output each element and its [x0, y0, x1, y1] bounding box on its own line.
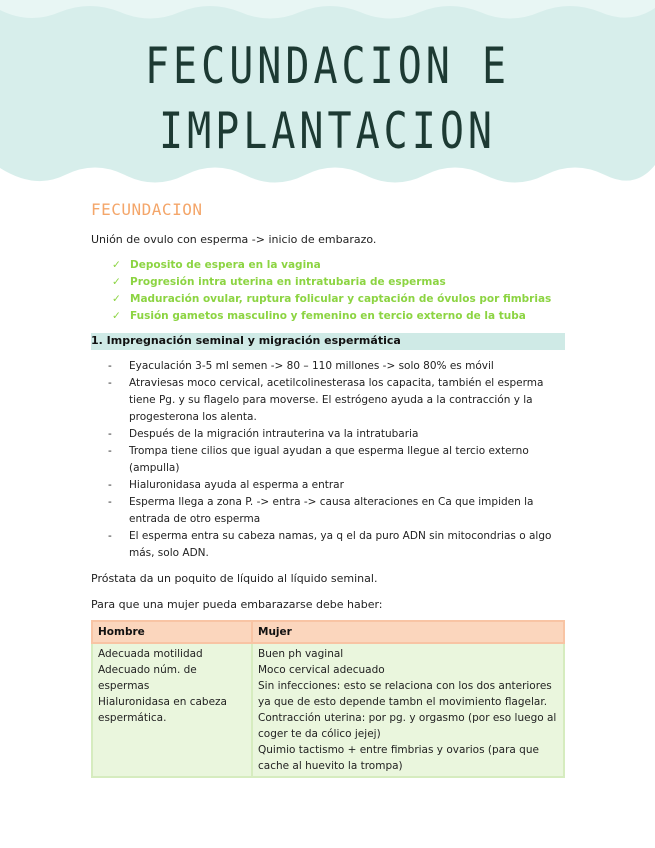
bullet-item: - Trompa tiene cilios que igual ayudan a que esperma llegue al tercio externo (ampulla): [108, 445, 529, 474]
checkmark-icon: ✓: [112, 310, 121, 322]
bullet-item: - El esperma entra su cabeza namas, ya q el da puro ADN sin mitocondrias o algo más, solo ADN.: [108, 530, 552, 559]
table-row: [92, 643, 564, 777]
checkmark-icon: ✓: [112, 259, 121, 271]
table-cell-mujer: [252, 643, 564, 777]
table-cell-line: Sin infecciones: esto se relaciona con los dos anteriores ya que de esto depende tambn el movimiento flagelar.: [258, 680, 552, 708]
bullet-item: - Atraviesas moco cervical, acetilcolinesterasa los capacita, también el esperma tiene Pg. y su flagelo para moverse. El estrógeno ayuda a la contracción y la progesterona los alenta.: [108, 377, 544, 423]
pregnancy-requirements-note: Para que una mujer pueda embarazarse debe haber:: [91, 598, 383, 611]
section-heading-fecundacion: FECUNDACION: [91, 200, 203, 219]
table-cell-line: Adecuada motilidad: [98, 648, 203, 660]
table-cell-line: Moco cervical adecuado: [258, 664, 385, 676]
prostate-note: Próstata da un poquito de líquido al líquido seminal.: [91, 572, 378, 585]
table-header-hombre: Hombre: [92, 621, 252, 643]
dash-icon: -: [108, 479, 112, 491]
checklist-item: ✓ Maduración ovular, ruptura folicular y captación de óvulos por fimbrias: [112, 291, 551, 308]
dash-icon: -: [108, 496, 112, 508]
dash-icon: -: [108, 377, 112, 389]
dash-icon: -: [108, 360, 112, 372]
table-cell-hombre: [92, 643, 252, 777]
checkmark-icon: ✓: [112, 293, 121, 305]
checklist-item: ✓ Deposito de espera en la vagina: [112, 257, 551, 274]
table-header-mujer: Mujer: [252, 621, 564, 643]
requirements-table: [91, 620, 565, 778]
dash-icon: -: [108, 445, 112, 457]
bullet-item: - Esperma llega a zona P. -> entra -> causa alteraciones en Ca que impiden la entrada de otro esperma: [108, 496, 534, 525]
checklist-item: ✓ Progresión intra uterina en intratubaria de espermas: [112, 274, 551, 291]
checklist: [112, 257, 551, 325]
table-header-row: [92, 621, 564, 643]
page-title-line-2: IMPLANTACION: [159, 103, 496, 161]
page-title-line-1: FECUNDACION E: [144, 38, 511, 96]
table-cell-line: Adecuado núm. de espermas: [98, 664, 197, 692]
dash-icon: -: [108, 428, 112, 440]
bullet-item: - Después de la migración intrauterina va la intratubaria: [91, 426, 565, 443]
intro-text: Unión de ovulo con esperma -> inicio de embarazo.: [91, 233, 377, 246]
bullet-item: - Eyaculación 3-5 ml semen -> 80 – 110 millones -> solo 80% es móvil: [91, 358, 565, 375]
table-cell-line: Buen ph vaginal: [258, 648, 344, 660]
checklist-item: ✓ Fusión gametos masculino y femenino en tercio externo de la tuba: [112, 308, 551, 325]
subheading-text: 1. Impregnación seminal y migración espermática: [91, 334, 401, 347]
dash-icon: -: [108, 530, 112, 542]
table-cell-line: Contracción uterina: por pg. y orgasmo (por eso luego al coger te da cólico jejej): [258, 712, 557, 740]
subheading-bar: [91, 333, 565, 350]
checkmark-icon: ✓: [112, 276, 121, 288]
bullet-list: [91, 358, 565, 562]
bullet-item: - Hialuronidasa ayuda al esperma a entrar: [91, 477, 565, 494]
table-cell-line: Quimio tactismo + entre fimbrias y ovarios (para que cache al huevito la trompa): [258, 744, 539, 772]
table-cell-line: Hialuronidasa en cabeza espermática.: [98, 696, 227, 724]
